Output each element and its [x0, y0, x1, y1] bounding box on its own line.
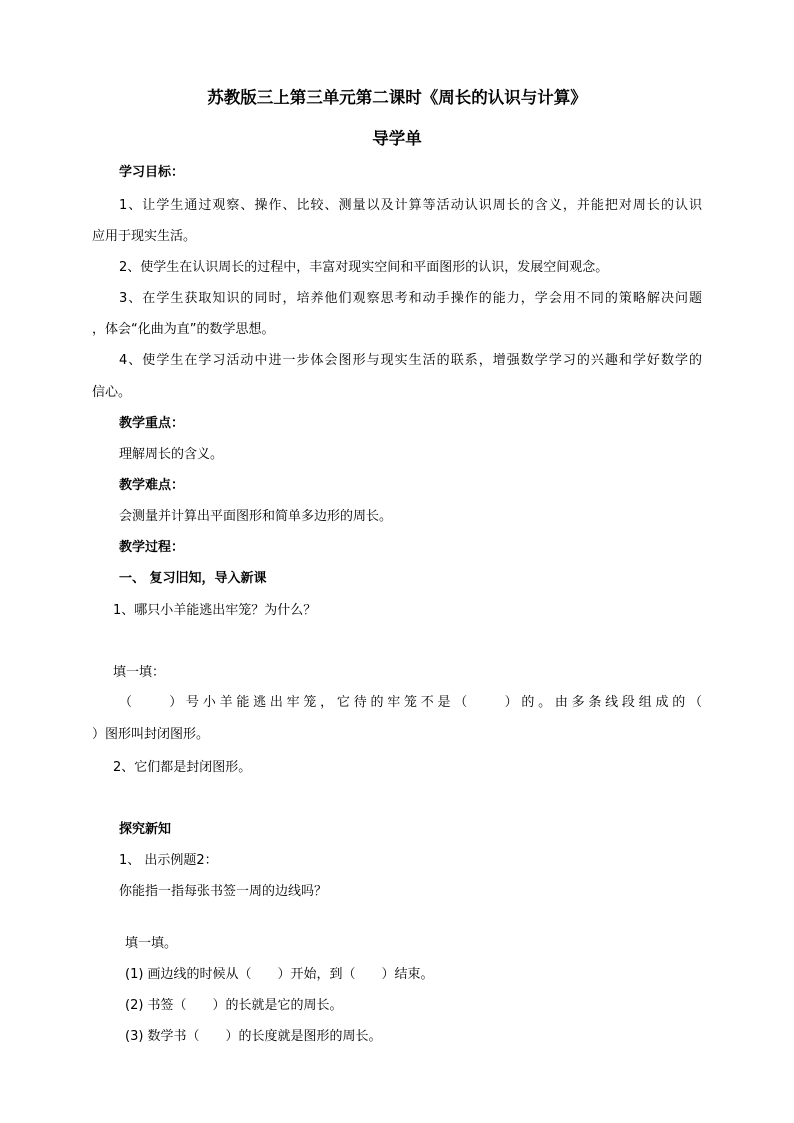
- section-1-heading: 一、 复习旧知，导入新课: [119, 571, 267, 586]
- objective-1-line2: 应用于现实生活。: [92, 229, 197, 244]
- fill-in-1-label: 填一填：: [113, 665, 166, 680]
- section-2-heading: 探究新知: [119, 822, 172, 837]
- objective-3-line2: ，体会“化曲为直”的数学思想。: [92, 322, 275, 337]
- objective-4-line2: 信心。: [92, 385, 132, 400]
- key-point-text: 理解周长的含义。: [119, 447, 224, 462]
- example-2-question: 你能指一指每张书签一周的边线吗？: [119, 884, 328, 899]
- key-point-heading: 教学重点：: [119, 416, 185, 431]
- fill-in-2-label: 填一填。: [125, 936, 178, 951]
- fill-in-2-item-2: (2) 书签（ ）的长就是它的周长。: [125, 998, 343, 1013]
- difficulty-text: 会测量并计算出平面图形和简单多边形的周长。: [119, 509, 393, 524]
- fill-in-2-item-3: (3) 数学书（ ）的长度就是图形的周长。: [125, 1029, 382, 1044]
- example-2: 1、 出示例题2：: [119, 853, 218, 868]
- fill-in-2-item-1: (1) 画边线的时候从（ ）开始，到（ ）结束。: [125, 967, 434, 982]
- fill-in-1-line2: ）图形叫封闭图形。: [92, 727, 210, 742]
- question-2: 2、它们都是封闭图形。: [113, 760, 252, 775]
- objectives-heading: 学习目标：: [119, 165, 185, 180]
- objective-3-line1: 3、在学生获取知识的同时，培养他们观察思考和动手操作的能力，学会用不同的策略解决问题: [119, 291, 702, 306]
- process-heading: 教学过程：: [119, 540, 185, 555]
- document-subtitle: 导学单: [372, 129, 422, 148]
- objective-1-line1: 1、让学生通过观察、操作、比较、测量以及计算等活动认识周长的含义，并能把对周长的认识: [119, 198, 702, 213]
- document-title: 苏教版三上第三单元第二课时《周长的认识与计算》: [207, 88, 587, 107]
- objective-4-line1: 4、使学生在学习活动中进一步体会图形与现实生活的联系，增强数学学习的兴趣和学好数学的: [119, 353, 702, 368]
- fill-in-1-line1: （ ）号小羊能逃出牢笼，它待的牢笼不是（ ）的。由多条线段组成的（: [119, 695, 702, 710]
- objective-2: 2、使学生在认识周长的过程中，丰富对现实空间和平面图形的认识，发展空间观念。: [119, 260, 609, 275]
- question-1: 1、哪只小羊能逃出牢笼？为什么？: [113, 603, 317, 618]
- difficulty-heading: 教学难点：: [119, 478, 185, 493]
